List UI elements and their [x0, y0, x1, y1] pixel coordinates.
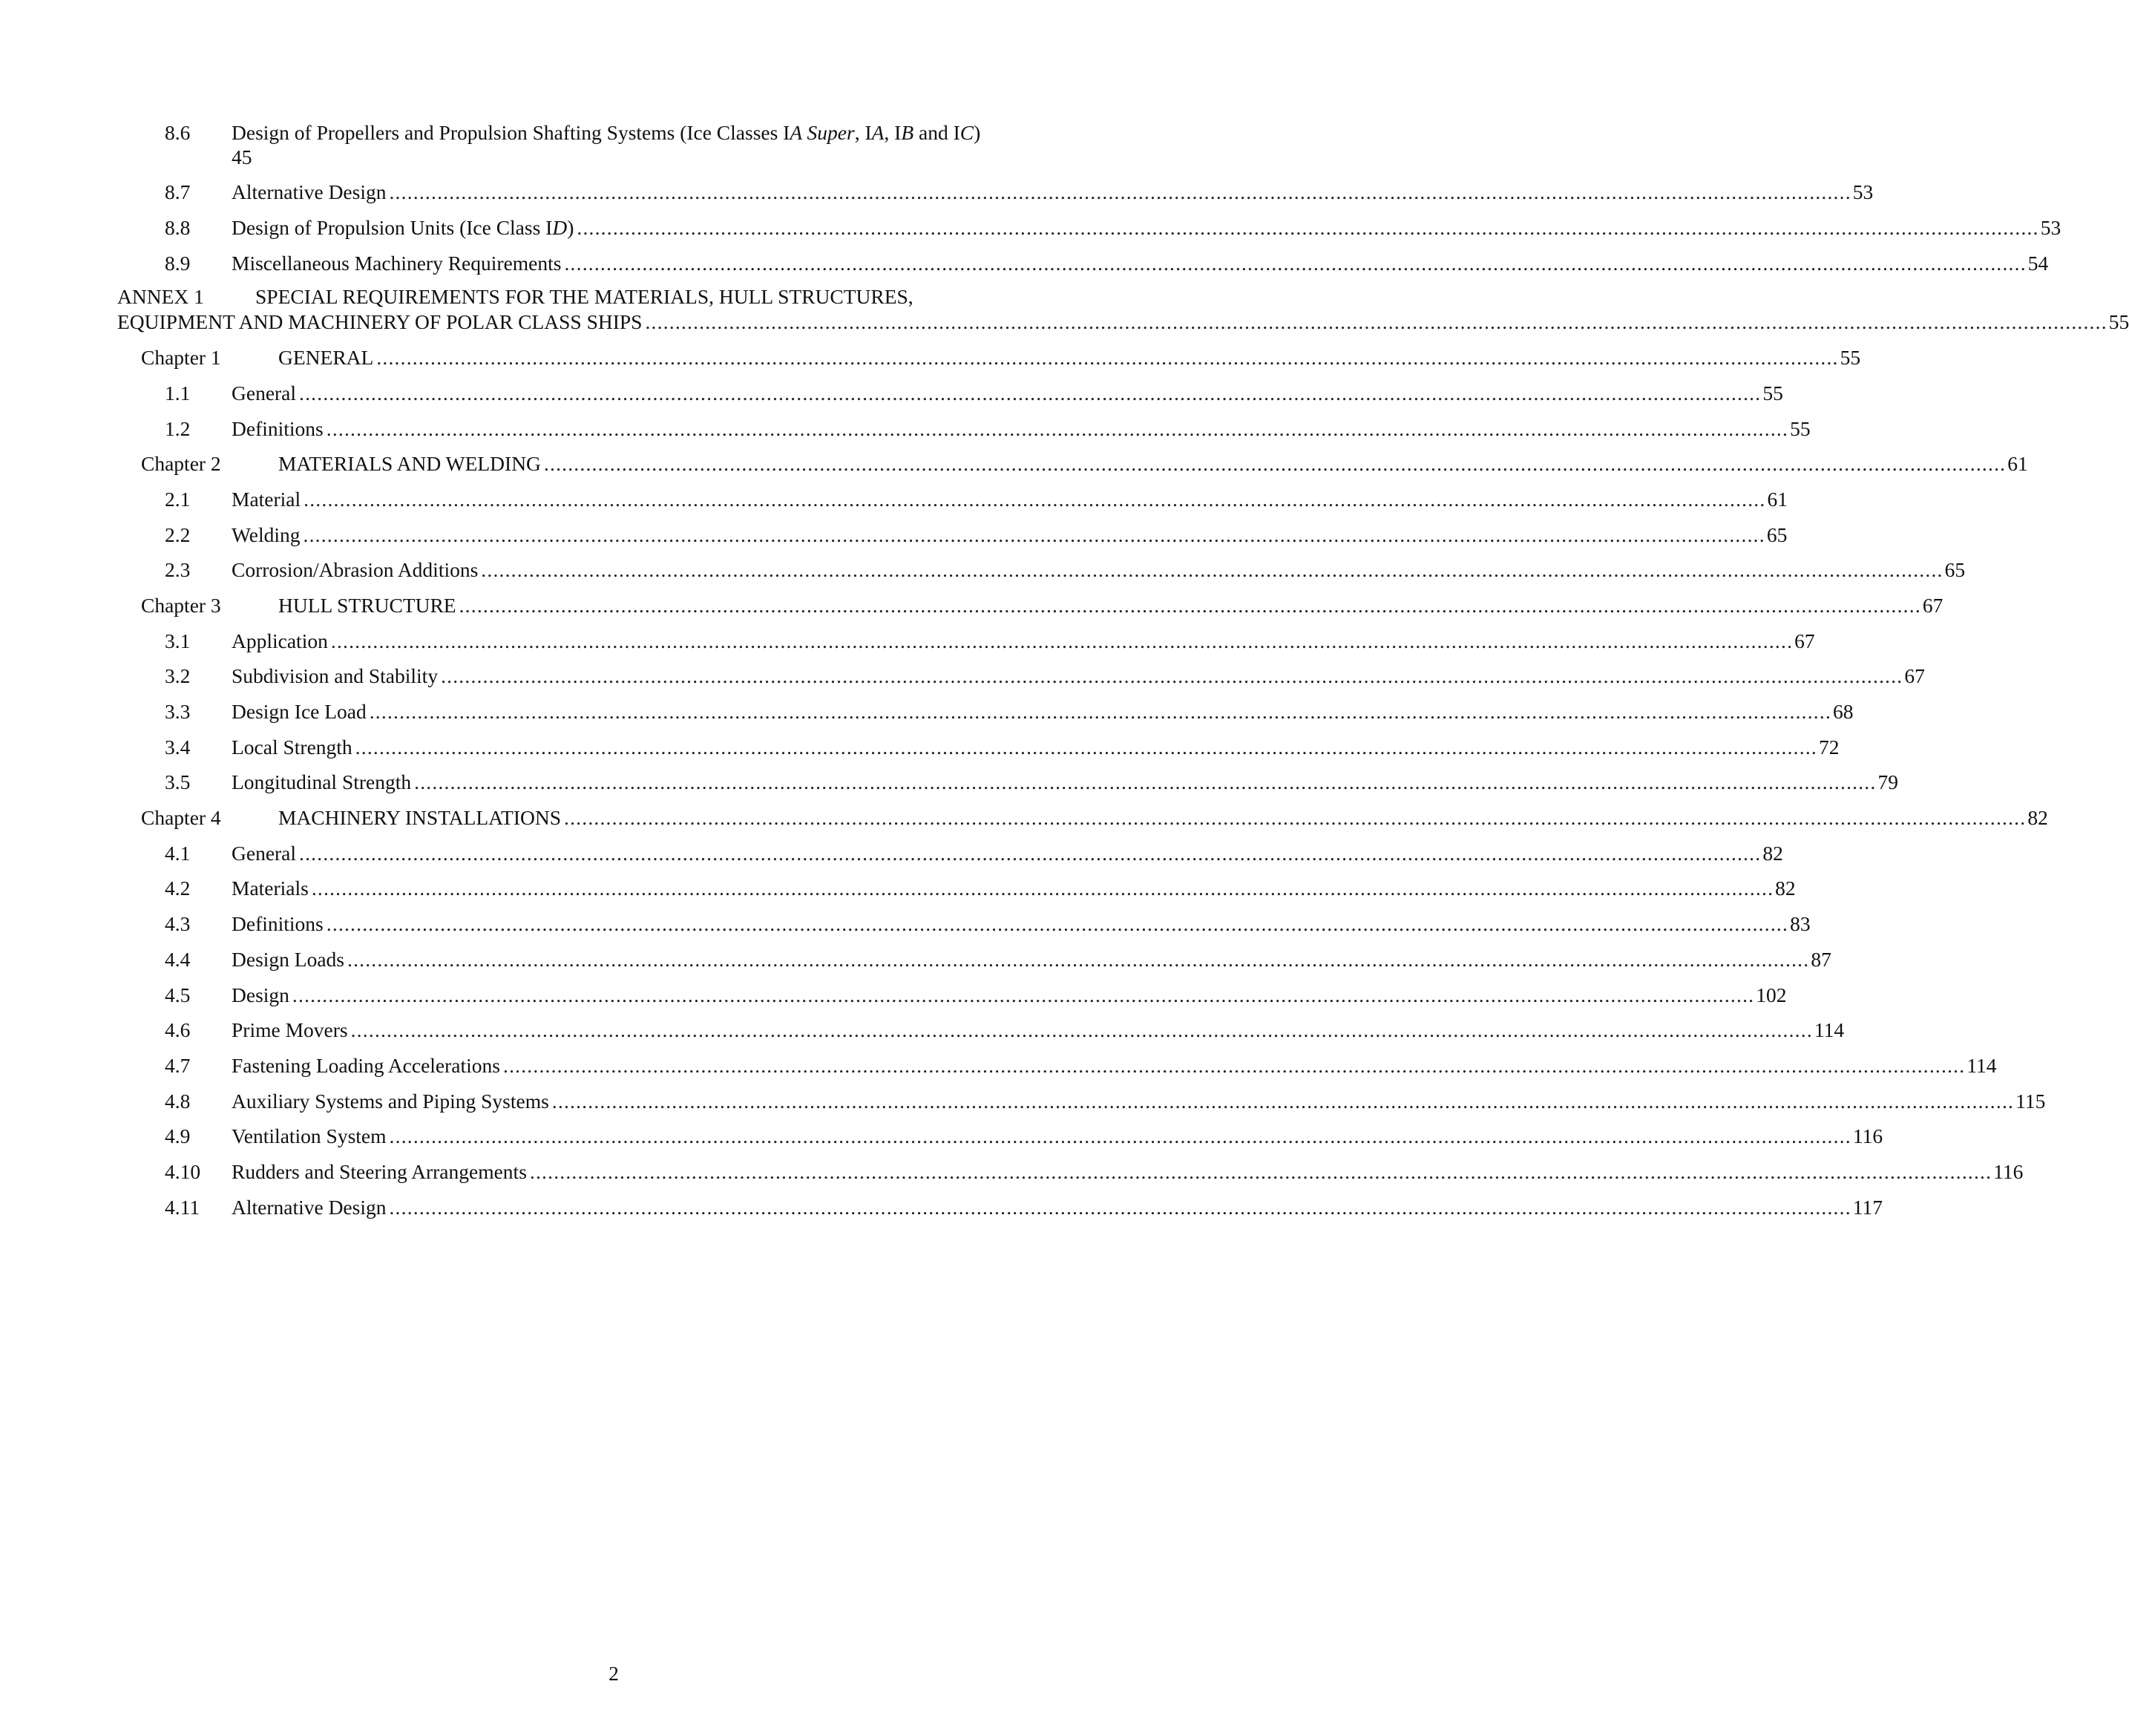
toc-number: 4.1	[165, 842, 191, 865]
toc-number: Chapter 1	[141, 346, 221, 369]
toc-entry-3-3[interactable]	[165, 698, 1854, 726]
toc-title: Alternative Design	[232, 180, 387, 203]
toc-entry-4-6[interactable]	[165, 1016, 1845, 1044]
toc-page-number: 65	[1766, 523, 1788, 546]
toc-number: 4.2	[165, 877, 191, 900]
toc-title: Longitudinal Strength	[232, 770, 412, 793]
toc-title: MATERIALS AND WELDING	[278, 452, 541, 475]
toc-entry-8-8[interactable]	[165, 214, 2061, 242]
toc-entry-4-7[interactable]	[165, 1052, 1997, 1080]
toc-entry-1-2[interactable]	[165, 415, 1811, 443]
toc-title: Auxiliary Systems and Piping Systems	[232, 1090, 549, 1113]
toc-title: Fastening Loading Accelerations	[232, 1054, 500, 1077]
toc-entry-8-6[interactable]	[165, 119, 1122, 147]
toc-entry-annex-1[interactable]	[117, 308, 2129, 336]
toc-number: 3.1	[165, 629, 191, 652]
toc-number: 1.2	[165, 417, 191, 440]
toc-number: ANNEX 1	[117, 285, 204, 308]
toc-leader-dots: ....................................................................................................................................................................................................................................................	[330, 629, 1794, 652]
toc-entry-chapter-3[interactable]	[141, 592, 1943, 620]
toc-title-line-1: SPECIAL REQUIREMENTS FOR THE MATERIALS, HULL STRUCTURES,	[255, 285, 913, 308]
toc-entry-chapter-1[interactable]	[141, 344, 1861, 372]
toc-number: 4.5	[165, 983, 191, 1006]
toc-leader-dots: ....................................................................................................................................................................................................................................................	[326, 912, 1789, 935]
toc-title: Design Ice Load	[232, 700, 367, 723]
toc-page-number: 67	[1904, 664, 1925, 687]
toc-title: Application	[232, 629, 328, 652]
toc-title: Definitions	[232, 912, 324, 935]
toc-page-number: 83	[1790, 912, 1811, 935]
toc-page-number: 55	[1790, 417, 1811, 440]
toc-entry-3-2[interactable]	[165, 662, 1925, 690]
toc-number: 4.3	[165, 912, 191, 935]
toc-leader-dots: ....................................................................................................................................................................................................................................................	[292, 983, 1755, 1006]
toc-leader-dots: ....................................................................................................................................................................................................................................................	[347, 948, 1810, 971]
toc-page-number: 79	[1877, 770, 1898, 793]
toc-leader-dots: ....................................................................................................................................................................................................................................................	[564, 252, 2027, 275]
toc-title: Subdivision and Stability	[232, 664, 439, 687]
toc-page-number: 65	[1944, 558, 1966, 581]
toc-leader-dots: ....................................................................................................................................................................................................................................................	[376, 346, 1839, 369]
toc-page-number: 53	[2040, 216, 2061, 239]
toc-page-number: 114	[1814, 1018, 1845, 1041]
toc-entry-4-2[interactable]	[165, 874, 1796, 903]
toc-number: 3.2	[165, 664, 191, 687]
toc-number: 4.11	[165, 1196, 200, 1219]
toc-title: Welding	[232, 523, 301, 546]
toc-entry-4-4[interactable]	[165, 946, 1831, 974]
toc-entry-3-1[interactable]	[165, 627, 1815, 655]
toc-page-number: 82	[2027, 806, 2048, 829]
toc-page-number: 82	[1775, 877, 1796, 900]
toc-entry-3-4[interactable]	[165, 733, 1840, 761]
toc-title: Material	[232, 488, 301, 511]
page-footer-number: 2	[608, 1662, 619, 1685]
toc-entry-4-3[interactable]	[165, 910, 1811, 938]
toc-number: 8.6	[165, 121, 191, 144]
toc-page-number: 67	[1922, 594, 1943, 617]
toc-entry-1-1[interactable]	[165, 379, 1783, 407]
toc-page-number: 61	[1767, 488, 1788, 511]
toc-entry-chapter-4[interactable]	[141, 804, 2048, 832]
toc-leader-dots: ....................................................................................................................................................................................................................................................	[481, 558, 1943, 581]
toc-number: 8.7	[165, 180, 191, 203]
toc-page-number: 55	[1762, 381, 1783, 404]
toc-leader-dots: ....................................................................................................................................................................................................................................................	[529, 1160, 1992, 1183]
toc-page-number: 45	[232, 145, 252, 168]
toc-page-number: 82	[1762, 842, 1783, 865]
toc-number: 1.1	[165, 381, 191, 404]
toc-title: Definitions	[232, 417, 324, 440]
toc-entry-8-9[interactable]	[165, 249, 2049, 278]
toc-leader-dots: ....................................................................................................................................................................................................................................................	[369, 700, 1832, 723]
toc-page-number: 72	[1818, 736, 1840, 759]
toc-title: Design Loads	[232, 948, 344, 971]
toc-entry-8-7[interactable]	[165, 178, 1874, 206]
toc-page-number: 116	[1993, 1160, 2024, 1183]
toc-title: Prime Movers	[232, 1018, 348, 1041]
toc-title-line-2: EQUIPMENT AND MACHINERY OF POLAR CLASS SHIPS	[117, 310, 643, 333]
toc-leader-dots: ....................................................................................................................................................................................................................................................	[645, 310, 2107, 333]
toc-entry-chapter-2[interactable]	[141, 450, 2028, 478]
toc-number: 4.8	[165, 1090, 191, 1113]
toc-title: Alternative Design	[232, 1196, 387, 1219]
toc-leader-dots: ....................................................................................................................................................................................................................................................	[389, 1196, 1851, 1219]
toc-title: Corrosion/Abrasion Additions	[232, 558, 479, 581]
toc-entry-4-9[interactable]	[165, 1122, 1883, 1150]
toc-title: Ventilation System	[232, 1124, 387, 1147]
toc-page-number: 87	[1811, 948, 1831, 971]
toc-title: Rudders and Steering Arrangements	[232, 1160, 527, 1183]
toc-title: Design of Propulsion Units (Ice Class ID)	[232, 216, 574, 239]
toc-entry-4-1[interactable]	[165, 839, 1783, 868]
toc-title: Local Strength	[232, 736, 352, 759]
toc-leader-dots: ....................................................................................................................................................................................................................................................	[304, 488, 1766, 511]
toc-page-number: 55	[2108, 310, 2129, 333]
toc-leader-dots: ....................................................................................................................................................................................................................................................	[543, 452, 2007, 475]
toc-page-number: 102	[1756, 983, 1787, 1006]
toc-leader-dots: ....................................................................................................................................................................................................................................................	[299, 842, 1762, 865]
toc-number: 2.1	[165, 488, 191, 511]
toc-entry-annex-1-label[interactable]	[117, 283, 204, 311]
toc-page-number: 114	[1966, 1054, 1997, 1077]
toc-page-number: 55	[1840, 346, 1861, 369]
toc-number: 3.5	[165, 770, 191, 793]
toc-title: GENERAL	[278, 346, 374, 369]
toc-leader-dots: ....................................................................................................................................................................................................................................................	[303, 523, 1765, 546]
toc-leader-dots: ....................................................................................................................................................................................................................................................	[326, 417, 1789, 440]
toc-title: Materials	[232, 877, 309, 900]
toc-number: Chapter 2	[141, 452, 221, 475]
toc-entry-2-1[interactable]	[165, 485, 1788, 514]
toc-number: 3.3	[165, 700, 191, 723]
toc-number: 2.3	[165, 558, 191, 581]
toc-entry-2-3[interactable]	[165, 556, 1966, 584]
toc-title: General	[232, 381, 297, 404]
toc-page-number: 67	[1794, 629, 1815, 652]
toc-entry-4-11[interactable]	[165, 1193, 1883, 1222]
toc-leader-dots: ....................................................................................................................................................................................................................................................	[389, 1124, 1851, 1147]
toc-title: Design of Propellers and Propulsion Shafting Systems (Ice Classes IA Super, IA, IB and IC)	[232, 121, 981, 144]
toc-page-number: 53	[1852, 180, 1874, 203]
toc-entry-4-5[interactable]	[165, 981, 1787, 1009]
toc-page-number: 54	[2027, 252, 2049, 275]
toc-page-number: 117	[1852, 1196, 1883, 1219]
toc-entry-4-10[interactable]	[165, 1158, 2024, 1186]
toc-leader-dots: ....................................................................................................................................................................................................................................................	[311, 877, 1774, 900]
toc-number: 2.2	[165, 523, 191, 546]
toc-number: 8.9	[165, 252, 191, 275]
toc-leader-dots: ....................................................................................................................................................................................................................................................	[355, 736, 1817, 759]
toc-leader-dots: ....................................................................................................................................................................................................................................................	[350, 1018, 1813, 1041]
toc-title: Design	[232, 983, 289, 1006]
toc-number: Chapter 3	[141, 594, 221, 617]
toc-number: 4.7	[165, 1054, 191, 1077]
toc-leader-dots: ....................................................................................................................................................................................................................................................	[441, 664, 1903, 687]
toc-page-number: 115	[2015, 1090, 2046, 1113]
toc-number: 4.10	[165, 1160, 201, 1183]
toc-leader-dots: ....................................................................................................................................................................................................................................................	[299, 381, 1762, 404]
toc-leader-dots: ....................................................................................................................................................................................................................................................	[459, 594, 1921, 617]
toc-leader-dots: ....................................................................................................................................................................................................................................................	[551, 1090, 2015, 1113]
toc-leader-dots: ....................................................................................................................................................................................................................................................	[564, 806, 2027, 829]
toc-title: HULL STRUCTURE	[278, 594, 456, 617]
toc-leader-dots: ....................................................................................................................................................................................................................................................	[577, 216, 2039, 239]
toc-title: General	[232, 842, 297, 865]
toc-page-number: 68	[1833, 700, 1854, 723]
toc-title: Miscellaneous Machinery Requirements	[232, 252, 562, 275]
toc-leader-dots: ....................................................................................................................................................................................................................................................	[414, 770, 1877, 793]
toc-leader-dots: ....................................................................................................................................................................................................................................................	[503, 1054, 1966, 1077]
toc-number: 4.6	[165, 1018, 191, 1041]
toc-entry-2-2[interactable]	[165, 521, 1788, 549]
toc-page-number: 116	[1852, 1124, 1883, 1147]
toc-number: 3.4	[165, 736, 191, 759]
toc-number: 8.8	[165, 216, 191, 239]
toc-number: 4.9	[165, 1124, 191, 1147]
toc-entry-4-8[interactable]	[165, 1087, 2046, 1116]
toc-title: MACHINERY INSTALLATIONS	[278, 806, 562, 829]
toc-entry-3-5[interactable]	[165, 768, 1898, 796]
toc-number: 4.4	[165, 948, 191, 971]
toc-number: Chapter 4	[141, 806, 221, 829]
toc-leader-dots: ....................................................................................................................................................................................................................................................	[389, 180, 1851, 203]
toc-page-number: 61	[2007, 452, 2028, 475]
